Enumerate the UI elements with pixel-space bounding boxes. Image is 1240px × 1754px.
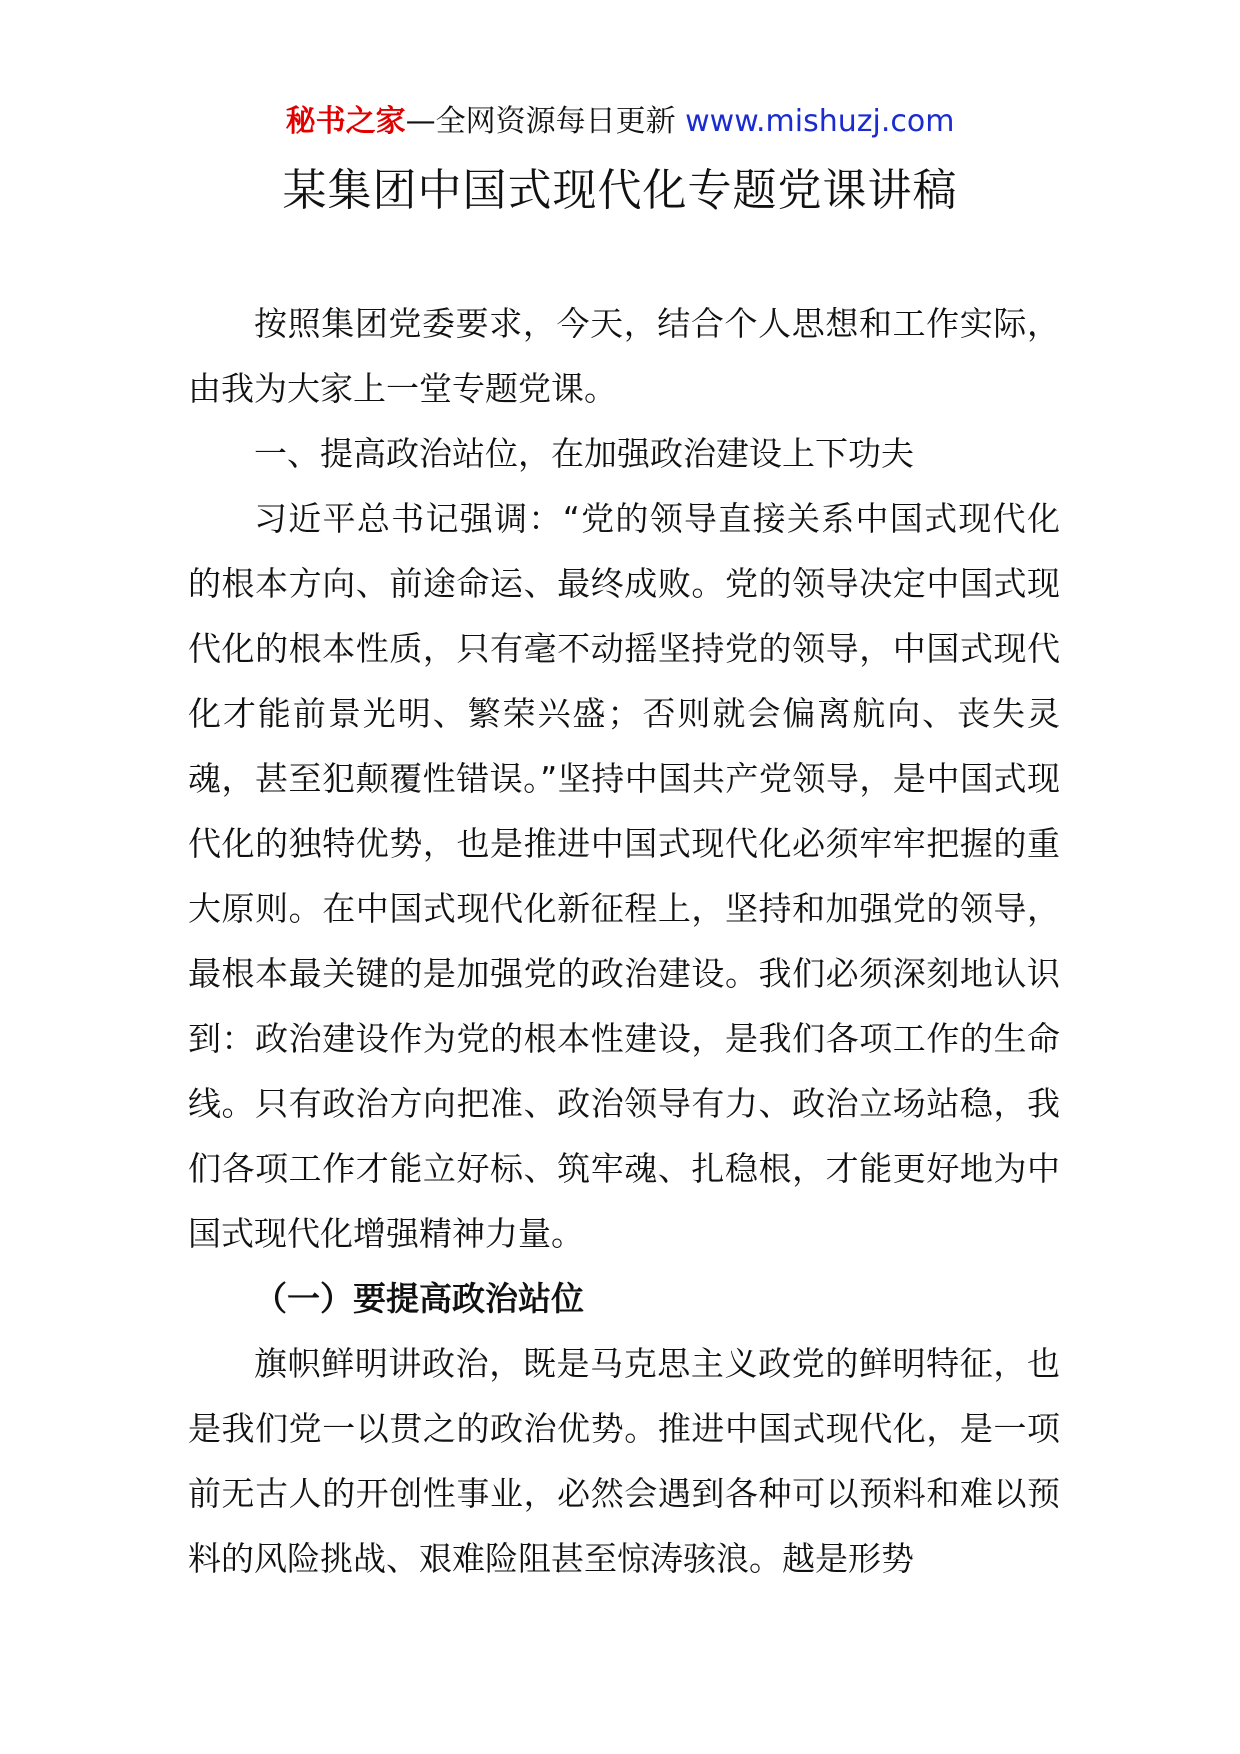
site-header [0, 102, 1240, 142]
section-heading-1: 一、提高政治站位，在加强政治建设上下功夫 [254, 434, 914, 473]
site-slogan: —全网资源每日更新 [405, 104, 676, 139]
site-url-link[interactable]: www.mishuzj.com [685, 104, 955, 139]
document-title: 某集团中国式现代化专题党课讲稿 [282, 165, 958, 216]
body-paragraph: 习近平总书记强调：“党的领导直接关系中国式现代化的根本方向、前途命运、最终成败。党的领导决定中国式现代化的根本性质，只有毫不动摇坚持党的领导，中国式现代化才能前景光明、繁荣兴盛；否则就会偏离航向、丧失灵魂，甚至犯颠覆性错误。”坚持中国共产党领导，是中国式现代化的独特优势，也是推进中国式现代化必须牢牢把握的重大原则。在中国式现代化新征程上，坚持和加强党的领导，最根本最关键的是加强党的政治建设。我们必须深刻地认识到：政治建设作为党的根本性建设，是我们各项工作的生命线。只有政治方向把准、政治领导有力、政治立场站稳，我们各项工作才能立好标、筑牢魂、扎稳根，才能更好地为中国式现代化增强精神力量。 [188, 499, 1060, 1253]
brand-name: 秘书之家 [285, 104, 406, 139]
intro-paragraph: 按照集团党委要求，今天，结合个人思想和工作实际，由我为大家上一堂专题党课。 [188, 304, 1060, 408]
document-body [188, 291, 1060, 1591]
subsection-heading-1: （一）要提高政治站位 [254, 1279, 584, 1318]
body-paragraph: 旗帜鲜明讲政治，既是马克思主义政党的鲜明特征，也是我们党一以贯之的政治优势。推进中国式现代化，是一项前无古人的开创性事业，必然会遇到各种可以预料和难以预料的风险挑战、艰难险阻甚至惊涛骇浪。越是形势 [188, 1344, 1060, 1578]
